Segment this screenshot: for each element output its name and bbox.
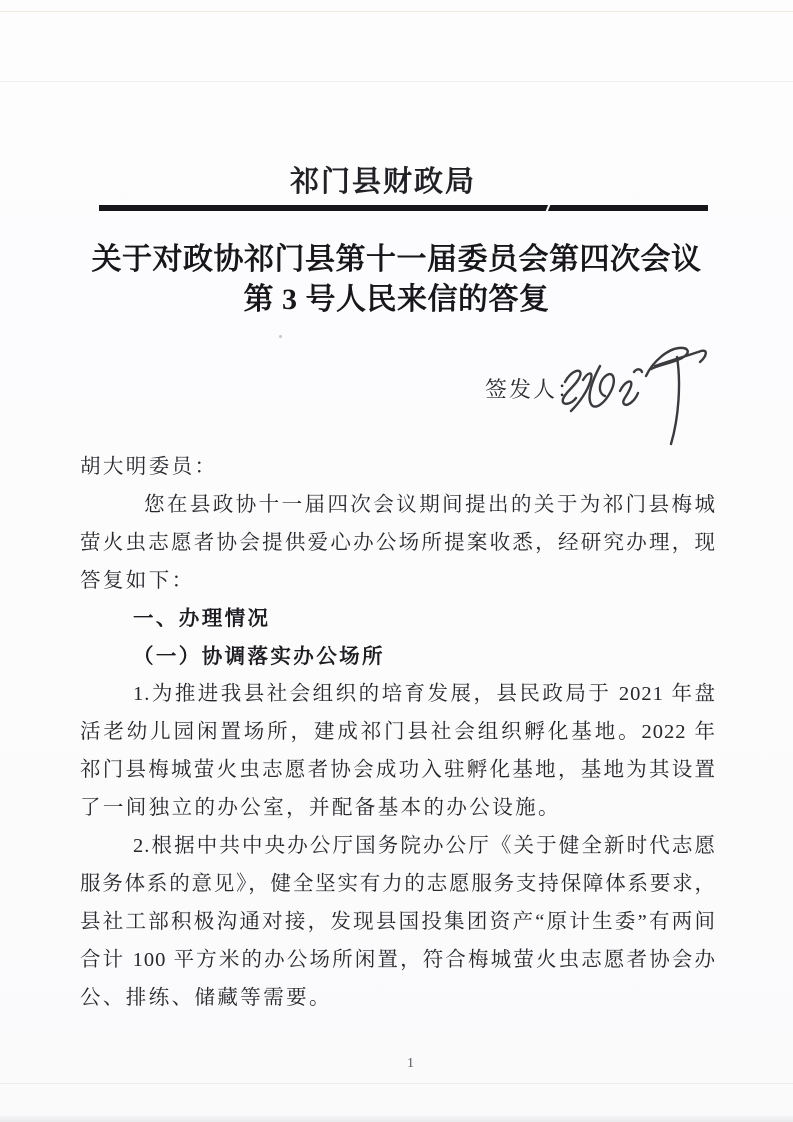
body-line: 2.根据中共中央办公厅国务院办公厅《关于健全新时代志愿 (133, 835, 716, 858)
body-line: 服务体系的意见》，健全坚实有力的志愿服务支持保障体系要求， (80, 872, 716, 895)
document-title (0, 240, 793, 320)
body-line: 了一间独立的办公室，并配备基本的办公设施。 (80, 797, 561, 820)
scan-edge-shadow (0, 1116, 793, 1122)
body-line: 县社工部积极沟通对接，发现县国投集团资产“原计生委”有两间 (80, 910, 716, 933)
scan-speck (279, 335, 282, 338)
scan-scratch-mark (545, 203, 551, 213)
body-line: 合计 100 平方米的办公场所闲置，符合梅城萤火虫志愿者协会办 (80, 948, 716, 971)
body-line: 您在县政协十一届四次会议期间提出的关于为祁门县梅城 (144, 493, 716, 516)
salutation: 胡大明委员： (80, 456, 218, 478)
body-line: 祁门县梅城萤火虫志愿者协会成功入驻孵化基地，基地为其设置 (80, 759, 716, 782)
body-line: 答复如下： (80, 569, 195, 592)
scan-artifact-line-bottom (0, 1083, 793, 1084)
scan-artifact-line-top (0, 11, 793, 12)
subsection-heading: （一）协调落实办公场所 (133, 645, 385, 668)
signer-row (485, 373, 581, 404)
body-line: 萤火虫志愿者协会提供爱心办公场所提案收悉，经研究办理，现 (80, 531, 716, 554)
document-title-line1: 关于对政协祁门县第十一届委员会第四次会议 (91, 243, 702, 276)
body-line: 1.为推进我县社会组织的培育发展，县民政局于 2021 年盘 (133, 683, 716, 706)
header-divider-rule (99, 205, 708, 211)
body-line: 活老幼儿园闲置场所，建成祁门县社会组织孵化基地。2022 年 (80, 721, 716, 744)
issuing-agency-name: 祁门县财政局 (289, 166, 476, 198)
body-line: 公、排练、储藏等需要。 (80, 986, 332, 1009)
scan-artifact-line-upper (0, 81, 793, 82)
page-number: 1 (407, 1056, 415, 1071)
section-heading: 一、办理情况 (133, 607, 271, 630)
signer-label: 签发人： (485, 377, 582, 402)
document-title-line2: 第 3 号人民来信的答复 (243, 283, 550, 316)
document-body (80, 449, 716, 1018)
